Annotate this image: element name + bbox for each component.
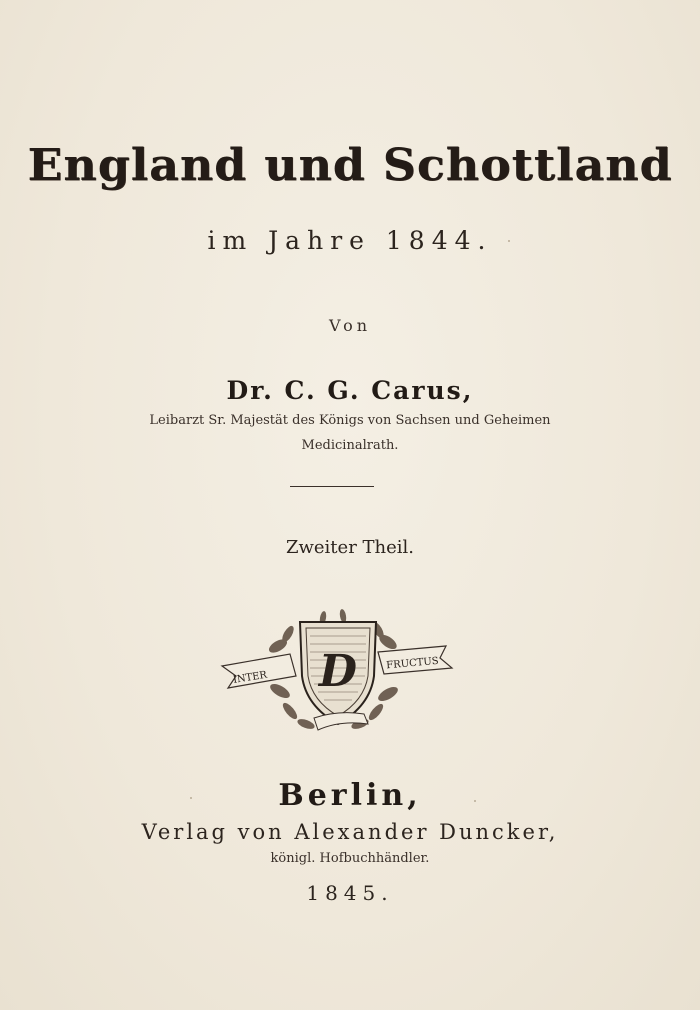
by-label: Von xyxy=(328,316,372,335)
shield-letter: D xyxy=(318,646,358,697)
publisher-device-graphic xyxy=(218,606,458,744)
author-name: Dr. C. G. Carus, xyxy=(226,376,474,405)
divider-rule xyxy=(290,486,374,487)
ribbon-right-text: FRUCTUS xyxy=(385,655,440,672)
author-affiliation-line-1: Leibarzt Sr. Majestät des Königs von Sachsen und Geheimen xyxy=(149,413,551,428)
publisher-device-icon xyxy=(218,606,458,744)
book-subtitle: im Jahre 1844. xyxy=(207,226,493,255)
book-title: England und Schottland xyxy=(27,140,673,191)
publication-year: 1845. xyxy=(306,881,394,905)
author-affiliation-line-2: Medicinalrath. xyxy=(301,438,399,453)
paper-speck xyxy=(190,797,192,799)
volume-label: Zweiter Theil. xyxy=(285,537,415,558)
publisher-role: königl. Hofbuchhändler. xyxy=(270,851,430,866)
publisher-name: Verlag von Alexander Duncker, xyxy=(141,820,559,844)
publication-place: Berlin, xyxy=(278,778,422,813)
paper-speck xyxy=(508,240,510,242)
paper-speck xyxy=(474,800,476,802)
ribbon-left-text: INTER xyxy=(232,669,268,686)
